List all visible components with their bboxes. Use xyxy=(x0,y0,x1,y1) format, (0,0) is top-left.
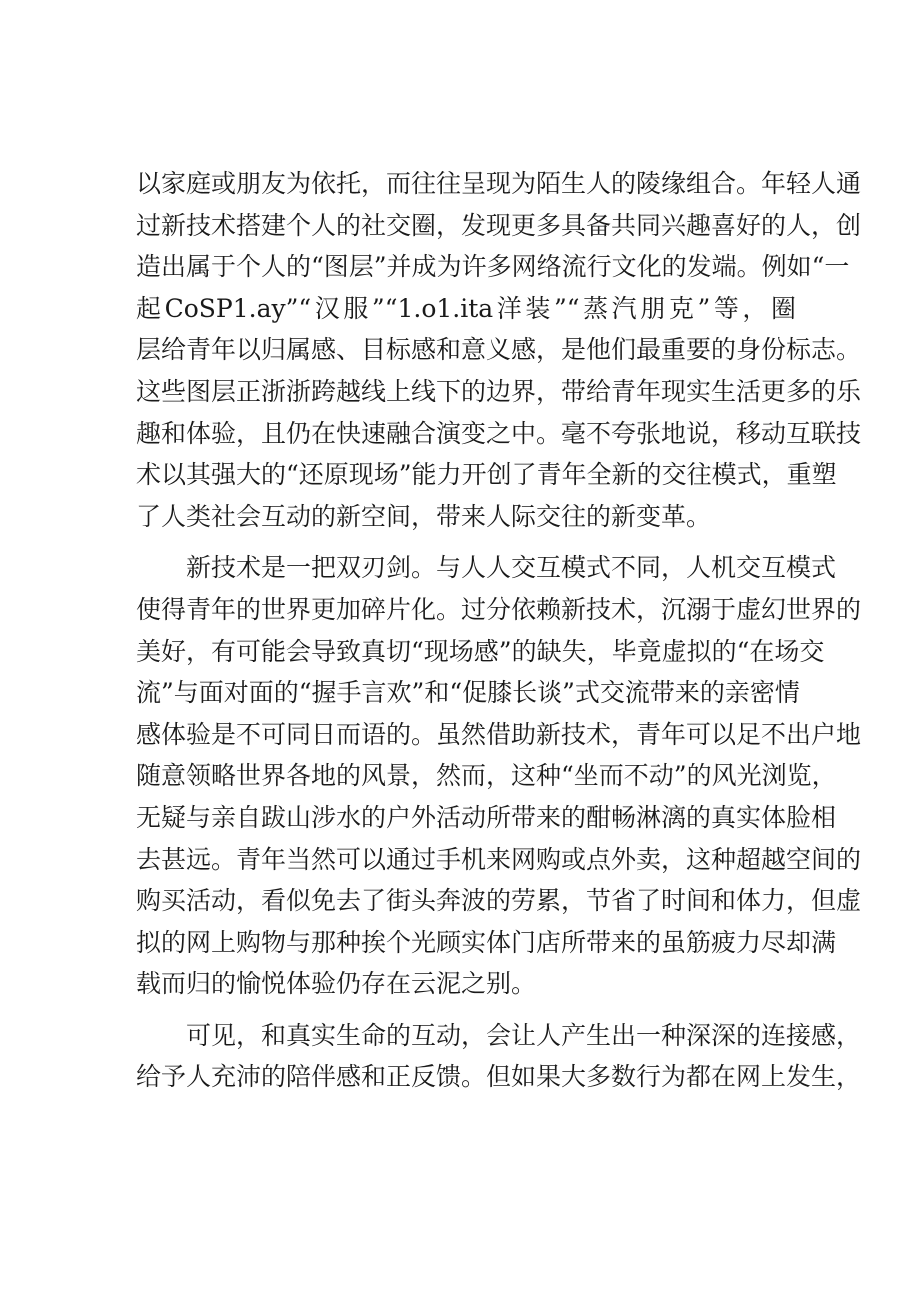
text-line: 以家庭或朋友为依托，而往往呈现为陌生人的陵缘组合。年轻人通 xyxy=(136,169,862,198)
text-line: 过新技术搭建个人的社交圈，发现更多具备共同兴趣喜好的人，创 xyxy=(136,210,862,240)
paragraph-2 xyxy=(136,547,862,1005)
text-line: 随意领略世界各地的风景，然而，这种“坐而不动”的风光浏览， xyxy=(136,761,837,791)
text-line: 了人类社会互动的新空间，带来人际交往的新变革。 xyxy=(136,501,712,531)
text-line: 拟的网上购物与那种挨个光顾实体门店所带来的虽筋疲力尽却满 xyxy=(136,927,837,957)
text-line: 购买活动，看似免去了街头奔波的劳累，节省了时间和体力，但虚 xyxy=(136,886,862,916)
text-line: 这些图层正浙浙跨越线上线下的边界，带给青年现实生活更多的乐 xyxy=(136,376,862,406)
text-line: 趣和体验，且仍在快速融合演变之中。毫不夸张地说，移动互联技 xyxy=(136,418,862,448)
text-line: 术以其强大的“还原现场”能力开创了青年全新的交往模式，重塑 xyxy=(136,460,837,490)
text-line: 流”与面对面的“握手言欢”和“促膝长谈”式交流带来的亲密情 xyxy=(136,678,800,708)
text-line: 无疑与亲自跋山涉水的户外活动所带来的酣畅淋漓的真实体脸相 xyxy=(136,802,837,832)
paragraph-3 xyxy=(136,1015,862,1098)
text-line: 起CoSP1.ay”“汉服”“1.o1.ita洋装”“蒸汽朋克”等，圈 xyxy=(136,293,796,323)
text-line: 新技术是一把双刃剑。与人人交互模式不同，人机交互模式 xyxy=(136,553,837,583)
paragraph-1 xyxy=(136,163,862,537)
text-line: 去甚远。青年当然可以通过手机来网购或点外卖，这种超越空间的 xyxy=(136,844,862,874)
text-line: 造出属于个人的“图层”并成为许多网络流行文化的发端。例如“一 xyxy=(136,252,850,282)
text-line: 可见，和真实生命的互动，会让人产生出一种深深的连接感， xyxy=(136,1020,862,1050)
text-line: 美好，有可能会导致真切“现场感”的缺失，毕竟虚拟的“在场交 xyxy=(136,636,825,666)
text-line: 给予人充沛的陪伴感和正反馈。但如果大多数行为都在网上发生， xyxy=(136,1062,862,1092)
document-body xyxy=(136,163,862,1098)
text-line: 层给青年以归属感、目标感和意义感，是他们最重要的身份标志。 xyxy=(136,335,862,365)
text-line: 感体验是不可同日而语的。虽然借助新技术，青年可以足不出户地 xyxy=(136,719,862,749)
text-line: 载而归的愉悦体验仍存在云泥之别。 xyxy=(136,969,537,999)
text-line: 使得青年的世界更加碎片化。过分依赖新技术，沉溺于虚幻世界的 xyxy=(136,594,862,624)
